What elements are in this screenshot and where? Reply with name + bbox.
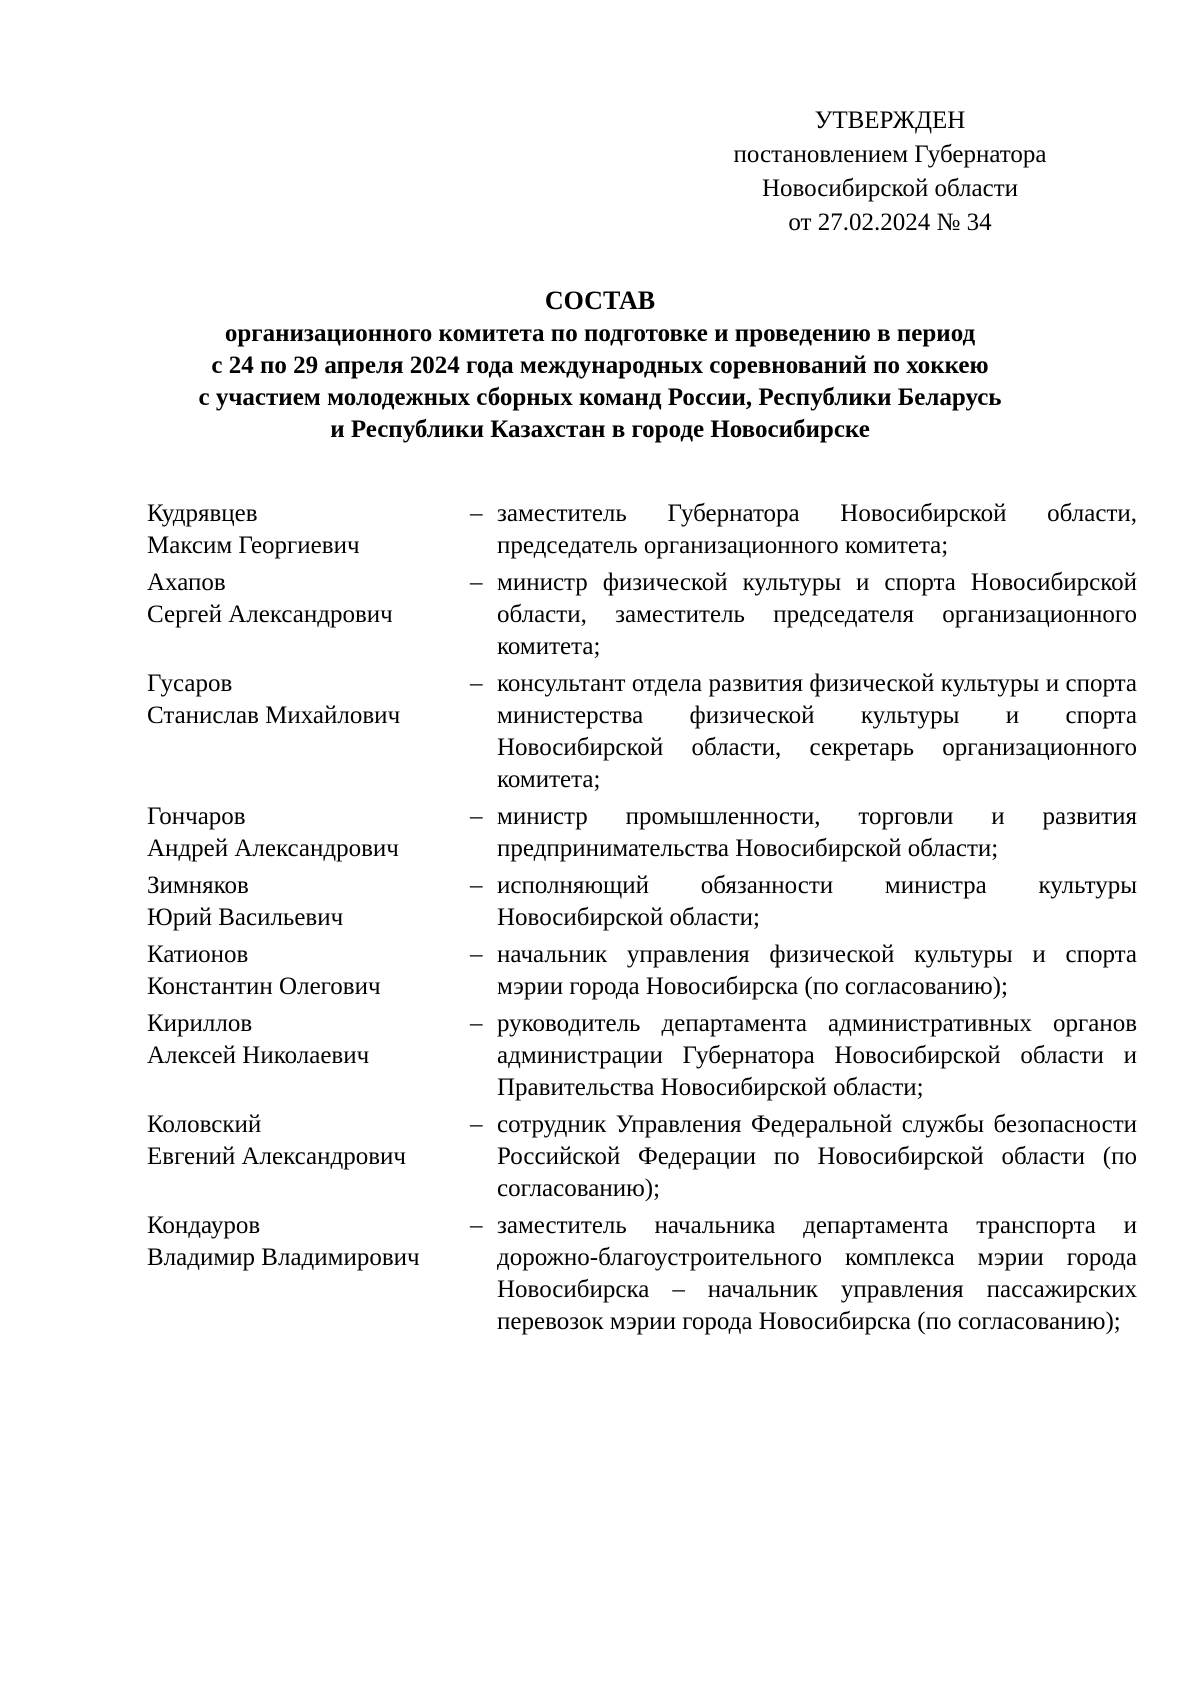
member-row [147,1210,1137,1338]
member-row [147,870,1137,934]
member-given-names: Константин Олегович [147,973,381,1000]
member-name [147,668,470,796]
member-name [147,801,470,865]
member-surname: Катионов [147,941,249,968]
member-name [147,939,470,1003]
member-row [147,668,1137,796]
committee-members-list [147,498,1137,1343]
member-name [147,498,470,562]
dash-separator: – [470,803,483,830]
member-name [147,870,470,934]
member-name [147,1109,470,1205]
member-row [147,939,1137,1003]
member-given-names: Сергей Александрович [147,601,393,628]
member-name [147,567,470,663]
dash-separator: – [470,872,483,899]
member-role: руководитель департамента административных органов администрации Губернатора Новосибирской области и Правительства Новосибирской области; [497,1010,1137,1101]
dash-separator: – [470,500,483,527]
member-name [147,1210,470,1338]
member-role: сотрудник Управления Федеральной службы безопасности Российской Федерации по Новосибирской области (по согласованию); [497,1111,1137,1202]
member-surname: Зимняков [147,872,249,899]
member-given-names: Андрей Александрович [147,835,399,862]
document-title-block [60,284,1140,446]
dash-separator: – [470,670,483,697]
member-role: исполняющий обязанности министра культуры Новосибирской области; [497,872,1137,931]
approval-region: Новосибирской области [761,175,1019,202]
document-title: СОСТАВ [544,286,656,315]
approval-decree: постановлением Губернатора [733,141,1047,168]
member-row [147,801,1137,865]
title-line: с 24 по 29 апреля 2024 года международных соревнований по хоккею [211,352,989,379]
approval-date-number: от 27.02.2024 № 34 [788,209,992,236]
title-line: организационного комитета по подготовке и проведению в период [224,320,976,347]
dash-separator: – [470,1212,483,1239]
member-surname: Гусаров [147,670,233,697]
member-surname: Кириллов [147,1010,253,1037]
member-role: министр физической культуры и спорта Новосибирской области, заместитель председателя организационного комитета; [497,569,1137,660]
member-role: заместитель Губернатора Новосибирской области, председатель организационного комитета; [497,500,1137,559]
member-role: консультант отдела развития физической культуры и спорта министерства физической культуры и спорта Новосибирской области, секретарь организационного комитета; [497,670,1137,793]
member-role: заместитель начальника департамента транспорта и дорожно-благоустроительного комплекса мэрии города Новосибирска – начальник управления пассажирских перевозок мэрии города Новосибирска (по согласованию); [497,1212,1137,1335]
dash-separator: – [470,1111,483,1138]
member-surname: Кондауров [147,1212,261,1239]
member-surname: Коловский [147,1111,262,1138]
member-given-names: Алексей Николаевич [147,1042,370,1069]
dash-separator: – [470,1010,483,1037]
dash-separator: – [470,941,483,968]
dash-separator: – [470,569,483,596]
member-row [147,567,1137,663]
member-given-names: Евгений Александрович [147,1143,406,1170]
approval-stamp [700,104,1080,240]
member-name [147,1008,470,1104]
member-row [147,1109,1137,1205]
member-surname: Кудрявцев [147,500,258,527]
member-row [147,498,1137,562]
member-role: министр промышленности, торговли и развития предпринимательства Новосибирской области; [497,803,1137,862]
member-given-names: Максим Георгиевич [147,532,360,559]
title-line: с участием молодежных сборных команд России, Республики Беларусь [198,384,1002,411]
title-line: и Республики Казахстан в городе Новосибирске [330,416,870,443]
approval-title: УТВЕРЖДЕН [814,107,966,134]
member-role: начальник управления физической культуры и спорта мэрии города Новосибирска (по согласованию); [497,941,1137,1000]
member-surname: Гончаров [147,803,246,830]
member-surname: Ахапов [147,569,226,596]
member-given-names: Станислав Михайлович [147,702,401,729]
member-given-names: Владимир Владимирович [147,1244,420,1271]
member-row [147,1008,1137,1104]
member-given-names: Юрий Васильевич [147,904,344,931]
